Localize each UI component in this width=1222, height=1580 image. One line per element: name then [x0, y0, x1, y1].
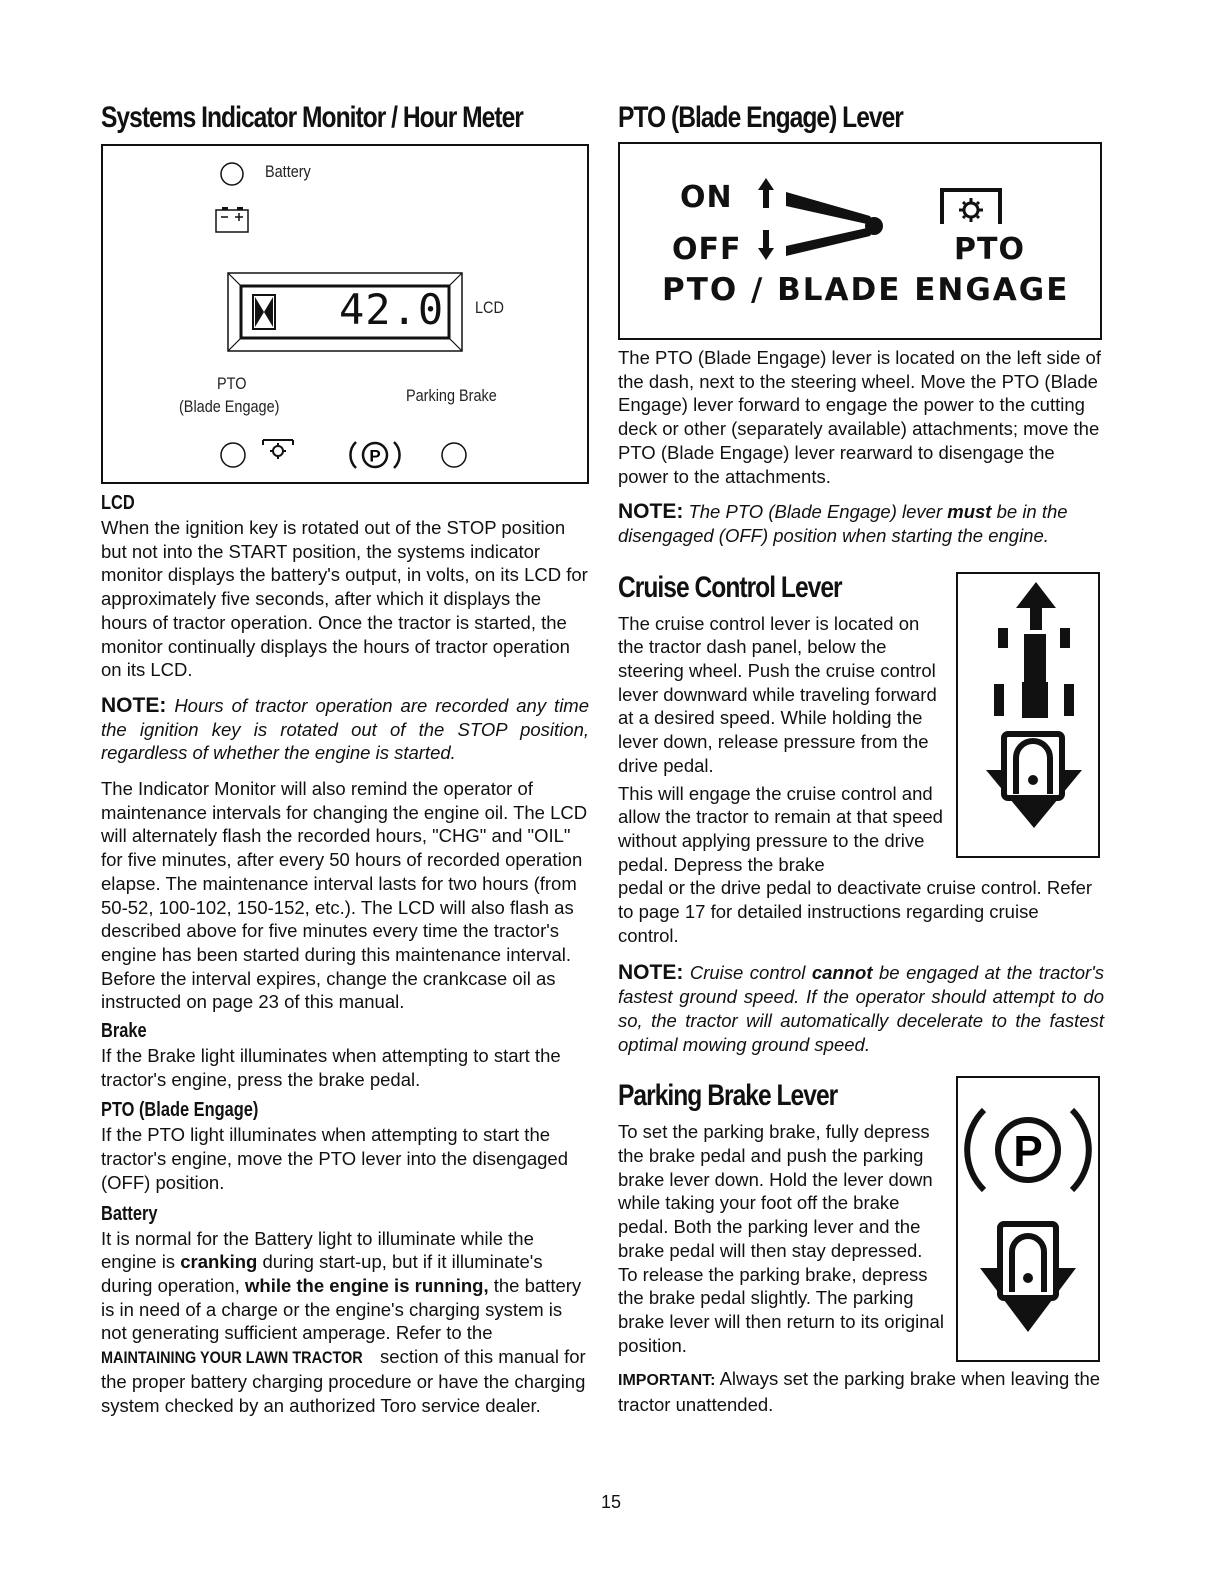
battery-text-1: It is normal for the Battery light to illuminate while the engine is — [101, 1227, 534, 1273]
pto-label-line1: PTO — [217, 374, 247, 393]
pto-heading: PTO (Blade Engage) — [101, 1099, 259, 1122]
pto-paragraph: If the PTO light illuminates when attempting to start the tractor's engine, move the PTO lever into the disengaged (OFF) position. — [101, 1124, 568, 1193]
note-pto-must — [618, 500, 1104, 547]
arrow-up-icon — [756, 176, 776, 210]
cruise-control-diagram — [956, 572, 1100, 858]
cruise-lever-icon — [958, 574, 1098, 856]
battery-label: Battery — [265, 162, 311, 181]
svg-text:P: P — [1013, 1127, 1043, 1177]
battery-text-4: section of this manual for the proper battery charging procedure or have the charging system checked by an authorized Toro service dealer. — [101, 1346, 586, 1416]
note-cruise-cannot-emphasis: cannot — [811, 962, 873, 984]
lcd-heading: LCD — [101, 492, 135, 514]
battery-text-3: the battery is in need of a charge or the engine's charging system is not generating sufficient amperage. Refer to the — [101, 1274, 582, 1344]
left-column — [101, 96, 589, 1417]
cruise-paragraph-2b: pedal or the drive pedal to deactivate cruise control. Refer to page 17 for detailed instructions regarding cruise control. — [618, 877, 1093, 946]
parking-brake-lever-icon — [958, 1078, 1098, 1360]
important-note — [618, 1367, 1104, 1416]
note-hours — [101, 694, 589, 765]
note-label: NOTE: — [618, 961, 684, 985]
cruise-paragraph-2a: This will engage the cruise control and allow the tractor to remain at that speed without applying pressure to the drive pedal. Depress the brake — [618, 782, 943, 875]
pto-label-line2: (Blade Engage) — [179, 397, 280, 416]
pto-on-label: ON — [680, 180, 733, 215]
pto-light-circle — [220, 442, 246, 468]
parking-brake-label: Parking Brake — [406, 386, 497, 405]
maintaining-section-ref: MAINTAINING YOUR LAWN TRACTOR — [101, 1348, 363, 1368]
section-title-parking-brake: Parking Brake Lever — [618, 1079, 838, 1113]
note-hours-text: Hours of tractor operation are recorded any time the ignition key is rotated out of the STOP position, regardless of whether the engine is started. — [101, 694, 590, 764]
parking-brake-icon — [346, 436, 404, 474]
parking-brake-light-circle — [441, 442, 467, 468]
battery-light-circle — [220, 162, 244, 186]
right-column — [618, 96, 1104, 1417]
lcd-label: LCD — [475, 298, 504, 317]
note-label: NOTE: — [618, 500, 684, 524]
maintenance-paragraph: The Indicator Monitor will also remind the operator of maintenance intervals for changing the engine oil. The LCD will alternately flash the recorded hours, "CHG" and "OIL" for five minutes, after every 50 hours of recorded operation elapse. The maintenance interval lasts for two hours (from 50-52, 100-102, 150-152, etc.). The LCD will also flash as described above for five minutes every time the tractor's engine has been started during this maintenance interval. Before the interval expires, change the crankcase oil as instructed on page 23 of this manual. — [101, 778, 588, 1013]
lcd-paragraph: When the ignition key is rotated out of the STOP position but not into the START position, the systems indicator monitor displays the battery's output, in volts, on its LCD for approximately five seconds, after which it displays the hours of tractor operation. Once the tractor is started, the monitor continually displays the hours of tractor operation on its LCD. — [101, 517, 588, 681]
svg-text:P: P — [369, 446, 381, 466]
battery-icon — [213, 205, 253, 235]
arrow-down-icon — [756, 228, 776, 262]
note-pto-must-emphasis: must — [947, 501, 992, 523]
note-cruise-text-a: Cruise control — [689, 962, 806, 984]
indicator-monitor-diagram — [101, 144, 589, 484]
parking-brake-diagram — [956, 1076, 1100, 1362]
pto-lever-paragraph: The PTO (Blade Engage) lever is located on the left side of the dash, next to the steering wheel. Move the PTO (Blade Engage) lever forward to engage the power to the cutting deck or other (separately available) attachments; move the PTO (Blade Engage) lever rearward to disengage the power to the attachments. — [618, 347, 1101, 487]
page-number: 15 — [600, 1492, 622, 1512]
lcd-readout: 42.0 — [339, 285, 445, 334]
section-title-cruise-control: Cruise Control Lever — [618, 570, 842, 604]
parking-brake-paragraph: To set the parking brake, fully depress the brake pedal and push the parking brake lever down. Hold the lever down while taking your foot off the brake pedal. Both the parking lever and the brake pedal will then stay depressed. To release the parking brake, depress the brake pedal slightly. The parking brake lever will then return to its original position. — [618, 1121, 944, 1356]
brake-paragraph: If the Brake light illuminates when attempting to start the tractor's engine, press the brake pedal. — [101, 1045, 561, 1090]
battery-cranking: cranking — [180, 1251, 258, 1273]
pto-symbol-label: PTO — [954, 232, 1025, 267]
note-cruise-text-b: be engaged at the tractor's fastest ground speed. If the operator should attempt to do so, the tractor will automatically decelerate to the fastest optimal mowing ground speed. — [618, 962, 1105, 1055]
note-label: NOTE: — [101, 693, 167, 717]
note-cruise-cannot — [618, 961, 1104, 1056]
section-title-pto-lever: PTO (Blade Engage) Lever — [618, 101, 903, 134]
note-pto-text-a: The PTO (Blade Engage) lever — [688, 501, 943, 523]
important-label: IMPORTANT: — [618, 1372, 716, 1390]
pto-blade-engage-label: PTO / BLADE ENGAGE — [662, 272, 1070, 308]
important-text: Always set the parking brake when leaving the tractor unattended. — [618, 1368, 1101, 1416]
battery-heading: Battery — [101, 1202, 158, 1225]
cruise-paragraph-1: The cruise control lever is located on the tractor dash panel, below the steering wheel. Push the cruise control lever downward while traveling forward at a desired speed. While holding the lever down, release pressure from the drive pedal. — [618, 612, 937, 776]
pto-decal-diagram — [618, 142, 1102, 340]
section-title-indicator-monitor: Systems Indicator Monitor / Hour Meter — [101, 101, 523, 134]
cruise-control-section — [618, 566, 1104, 948]
pto-icon — [260, 436, 296, 464]
brake-heading: Brake — [101, 1020, 147, 1043]
parking-brake-section — [618, 1074, 1104, 1357]
battery-running: while the engine is running, — [245, 1274, 489, 1296]
pto-symbol-icon — [936, 184, 1006, 228]
pto-off-label: OFF — [672, 232, 742, 267]
pto-lever-chevron-icon — [780, 182, 890, 266]
battery-paragraph — [101, 1227, 589, 1418]
note-pto-text-b: be in the disengaged (OFF) position when starting the engine. — [618, 501, 1068, 546]
battery-text-2: during start-up, but if it illuminate's during operation, — [101, 1251, 543, 1296]
